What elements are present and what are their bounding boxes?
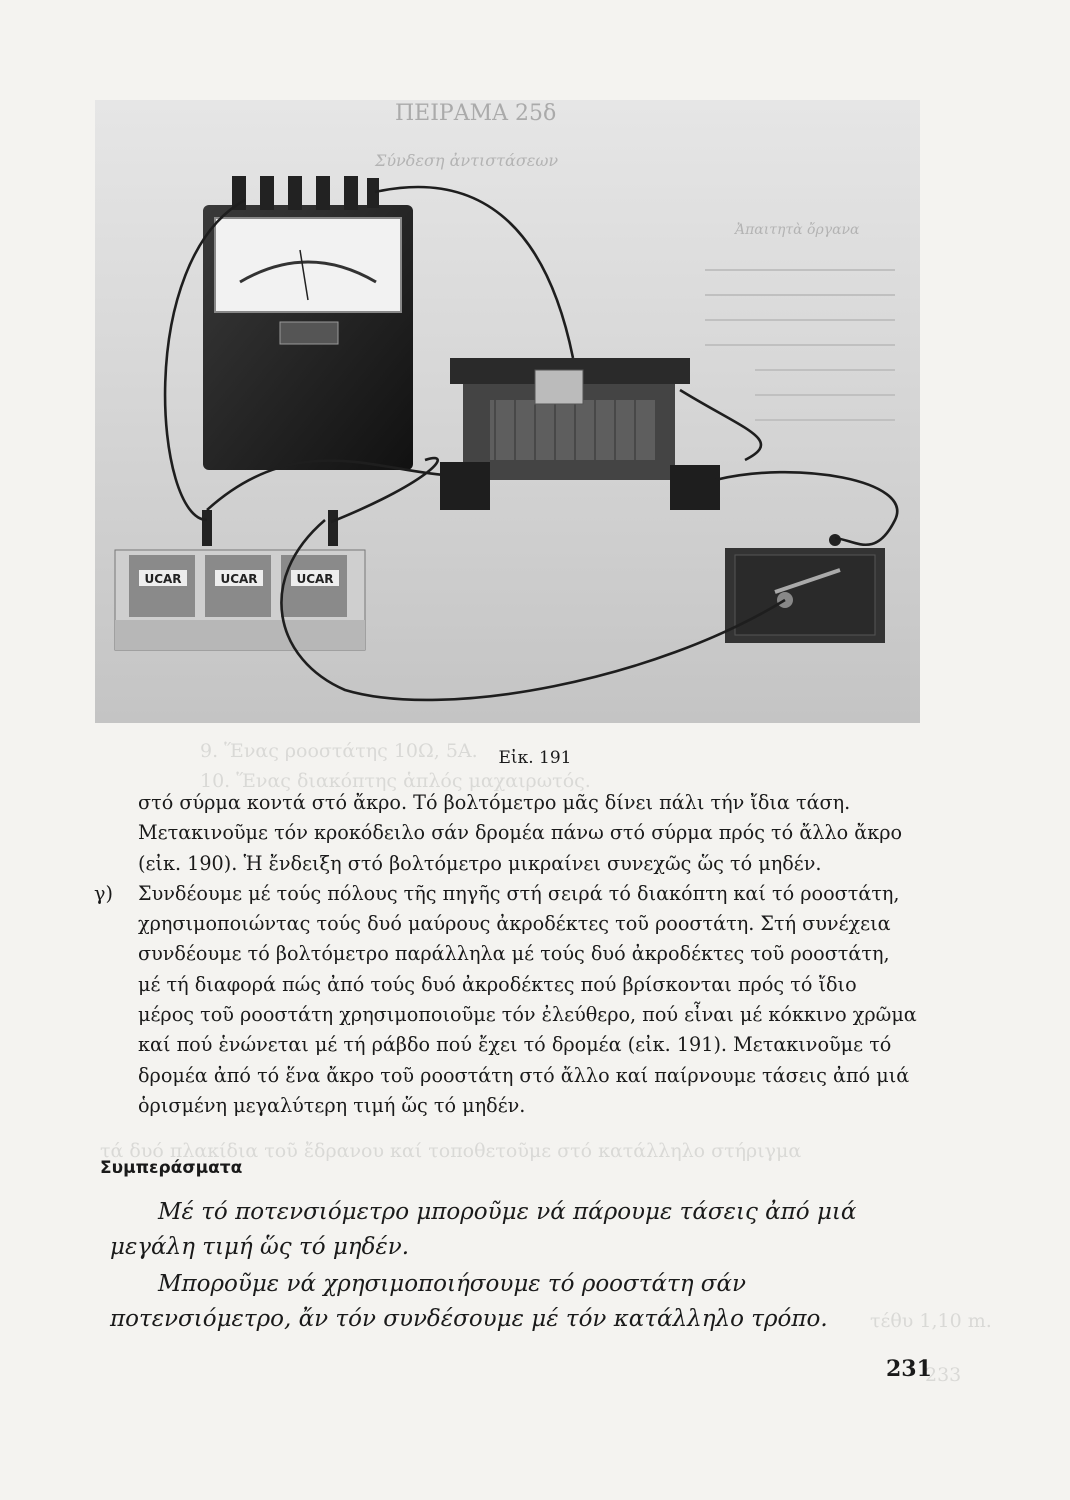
- voltmeter: [203, 176, 413, 470]
- bleed-through-page: 233: [925, 1364, 962, 1386]
- conclusion-line: Μποροῦμε νά χρησιμοποιήσουμε τό ροοστάτη σάν ποτενσιόμετρο, ἄν τόν συνδέσουμε μέ τόν κατάλληλο τρόπο.: [110, 1271, 828, 1332]
- page-number: 231: [886, 1356, 932, 1382]
- bleed-subheading: Σύνδεση ἀντιστάσεων: [375, 151, 559, 170]
- battery: [129, 555, 195, 617]
- list-item-label: γ): [94, 881, 113, 905]
- figure-caption: Εἰκ. 191: [498, 748, 572, 768]
- paragraph: στό σύρμα κοντά στό ἄκρο. Τό βολτόμετρο μᾶς δίνει πάλι τήν ἴδια τάση. Μετακινοῦμε τόν κροκόδειλο σάν δρομέα πάνω στό σύρμα πρός τό ἄλλο ἄκρο (εἰκ. 190). Ἡ ἔνδειξη στό βολτόμετρο μικραίνει συνεχῶς ὥς τό μηδέν.: [138, 791, 903, 875]
- battery-label: UCAR: [220, 572, 258, 586]
- bleed-through-line: τά δυό πλακίδια τοῦ ἔδρανου καί τοποθετοῦμε στό κατάλληλο στήριγμα: [100, 1140, 802, 1162]
- battery: [205, 555, 271, 617]
- list-item-gamma: [94, 879, 918, 1121]
- list-item-text: Συνδέουμε μέ τούς πόλους τῆς πηγῆς στή σειρά τό διακόπτη καί τό ροοστάτη, χρησιμοποιώντας τούς δυό μαύρους ἀκροδέκτες τοῦ ροοστάτη. Στή συνέχεια συνδέουμε τό βολτόμετρο παράλληλα μέ τούς δυό ἀκροδέκτες τοῦ ροοστάτη, μέ τή διαφορά πώς ἀπό τούς δυό ἀκροδέκτες πού βρίσκονται πρός τό ἴδιο μέρος τοῦ ροοστάτη χρησιμοποιοῦμε τόν ἐλεύθερο, πού εἶναι μέ κόκκινο χρῶμα καί πού ἑνώνεται μέ τή ράβδο πού ἔχει τό δρομέα (εἰκ. 191). Μετακινοῦμε τό δρομέα ἀπό τό ἕνα ἄκρο τοῦ ροοστάτη στό ἄλλο καί παίρνουμε τάσεις ἀπό μιά ὁρισμένη μεγαλύτερη τιμή ὥς τό μηδέν.: [138, 881, 917, 1117]
- body-text: [94, 788, 918, 1121]
- bleed-through-line: 9. Ἕνας ροοστάτης 10Ω, 5Α.: [200, 740, 478, 762]
- conclusions-block: [110, 1195, 925, 1339]
- battery-label: UCAR: [144, 572, 182, 586]
- figure-photo: [95, 100, 920, 723]
- battery-label: UCAR: [296, 572, 334, 586]
- bleed-heading: ΠΕΙΡΑΜΑ 25δ: [395, 101, 557, 126]
- section-heading: Συμπεράσματα: [100, 1158, 243, 1178]
- switch: [725, 534, 885, 643]
- bleed-list-title: Ἀπαιτητὰ ὄργανα: [735, 222, 860, 238]
- apparatus-illustration: [95, 100, 920, 723]
- bleed-through-line: τέθυ 1,10 m.: [870, 1310, 992, 1332]
- bleed-through-line: 10. Ἕνας διακόπτης ἁπλός μαχαιρωτός.: [200, 770, 591, 792]
- conclusion-line: Μέ τό ποτενσιόμετρο μποροῦμε νά πάρουμε τάσεις ἀπό μιά μεγάλη τιμή ὥς τό μηδέν.: [110, 1199, 857, 1260]
